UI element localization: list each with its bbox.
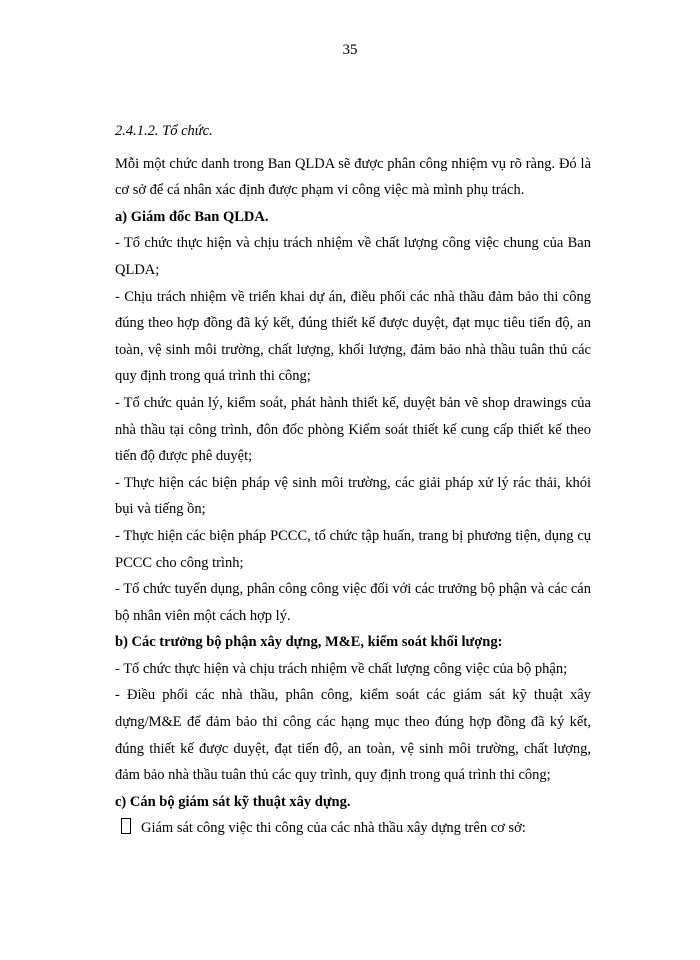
page-number: 35	[342, 42, 358, 58]
paragraph: - Tổ chức thực hiện và chịu trách nhiệm về chất lượng công việc của bộ phận;	[115, 660, 568, 677]
paragraph: - Thực hiện các biện pháp vệ sinh môi trường, các giải pháp xử lý rác thải, khói bụi và tiếng ồn;	[115, 474, 591, 518]
heading-director: a) Giám đốc Ban QLDA.	[115, 208, 269, 225]
heading-department-heads: b) Các trưởng bộ phận xây dựng, M&E, kiểm soát khối lượng:	[115, 634, 503, 651]
paragraph: - Thực hiện các biện pháp PCCC, tổ chức tập huấn, trang bị phương tiện, dụng cụ PCCC cho công trình;	[115, 527, 591, 571]
bullet-box-icon	[121, 818, 131, 834]
heading-supervisor: c) Cán bộ giám sát kỹ thuật xây dựng.	[115, 793, 351, 810]
section-title: 2.4.1.2. Tổ chức.	[115, 123, 213, 139]
paragraph: - Tổ chức tuyển dụng, phân công công việc đối với các trưởng bộ phận và các cán bộ nhân viên một cách hợp lý.	[115, 581, 591, 624]
intro-paragraph: Mỗi một chức danh trong Ban QLDA sẽ được phân công nhiệm vụ rõ ràng. Đó là cơ sở để cá nhân xác định được phạm vi công việc mà mình phụ trách.	[115, 155, 591, 199]
paragraph: - Điều phối các nhà thầu, phân công, kiểm soát các giám sát kỹ thuật xây dựng/M&E để đảm bảo thi công các hạng mục theo đúng hợp đồng đã ký kết, đúng thiết kế được duyệt, đạt tiến độ, an toàn, vệ sinh môi trường, chất lượng, đảm bảo nhà thầu tuân thủ các quy trình, quy định trong quá trình thi công;	[115, 687, 591, 784]
paragraph: - Tổ chức quản lý, kiểm soát, phát hành thiết kế, duyệt bản vẽ shop drawings của nhà thầu tại công trình, đôn đốc phòng Kiểm soát thiết kế cung cấp thiết kế theo tiến độ được phê duyệt;	[115, 394, 591, 465]
paragraph: - Chịu trách nhiệm về triển khai dự án, điều phối các nhà thầu đảm bảo thi công đúng theo hợp đồng đã ký kết, đúng thiết kế được duyệt, đạt mục tiêu tiến độ, an toàn, vệ sinh môi trường, chất lượng, khối lượng, đảm bảo nhà thầu tuân thủ các quy định trong quá trình thi công;	[115, 288, 591, 385]
bullet-item	[115, 815, 591, 842]
paragraph: - Tổ chức thực hiện và chịu trách nhiệm về chất lượng công việc chung của Ban QLDA;	[115, 235, 591, 278]
bullet-text: Giám sát công việc thi công của các nhà thầu xây dựng trên cơ sở:	[141, 820, 526, 837]
page-content	[115, 118, 591, 842]
